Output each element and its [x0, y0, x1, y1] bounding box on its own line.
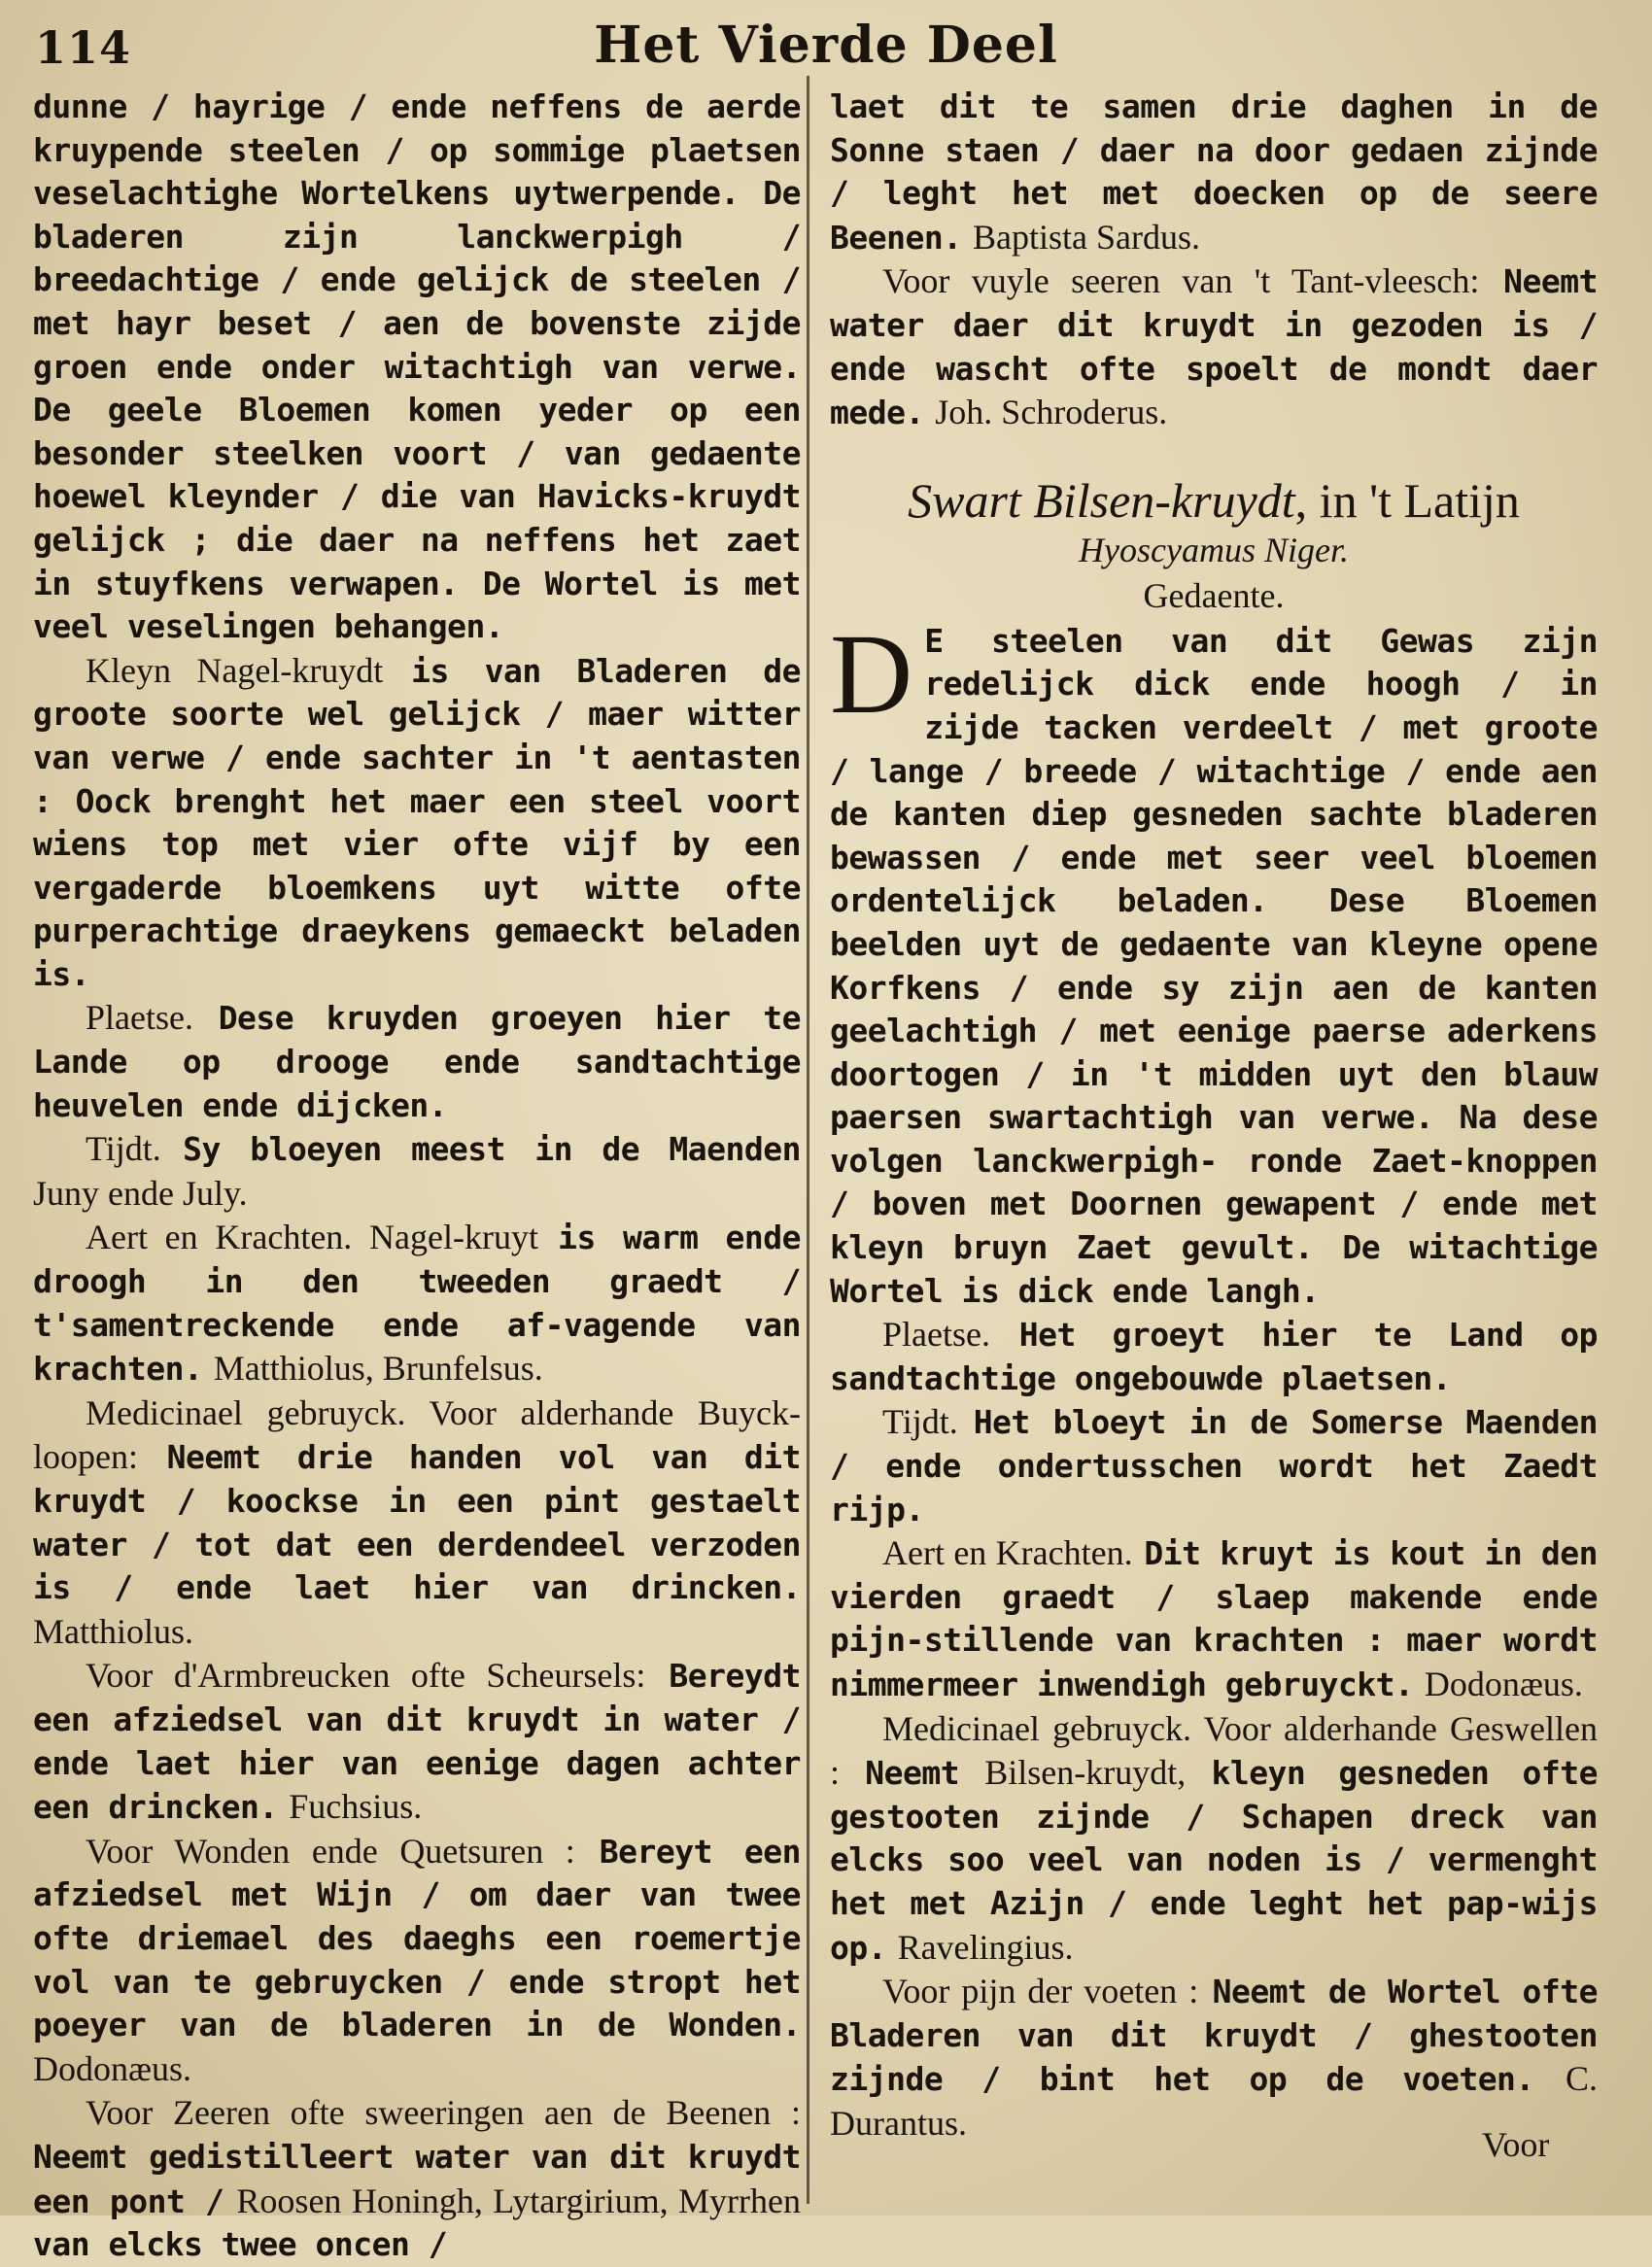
left-column	[33, 86, 801, 2267]
paragraph-text: is warm ende droogh in den tweeden graedt / t'samentreckende ende af-vagende van krachten.	[33, 1219, 801, 1389]
paragraph-text: Neemt	[865, 1754, 960, 1793]
section-label: Aert en Krachten. Nagel-kruyt	[86, 1218, 538, 1257]
paragraph-text: van elcks twee oncen /	[33, 2225, 448, 2264]
heading-rest: , in 't Latijn	[1294, 472, 1520, 528]
paragraph	[830, 1707, 1598, 1971]
section-label: Aert en Krachten.	[882, 1533, 1133, 1573]
section-label: Plaetse.	[882, 1315, 990, 1355]
section-label: Plaetse.	[86, 998, 193, 1038]
paragraph	[33, 1391, 801, 1655]
ingredient-text: Bilsen-kruydt,	[984, 1753, 1187, 1793]
paragraph-text: laet dit te samen drie daghen in de Sonne staen / daer na door gedaen zijnde / leght het met doecken op de seere Beenen.	[830, 87, 1598, 257]
paragraph	[830, 259, 1598, 434]
paragraph-text: is van Bladeren de groote soorte wel gelijck / maer witter van verwe / ende sachter in 't aentasten : Oock brenght het maer een steel voort wiens top met vier ofte vijf by een vergaderde bloemkens uyt witte ofte purperachtige draeykens gemaeckt beladen is.	[33, 651, 801, 993]
plant-heading	[830, 472, 1598, 529]
paragraph	[33, 86, 801, 649]
paragraph	[830, 86, 1598, 259]
section-label: Medicinael gebruyck. Voor alderhande Geswellen :	[830, 1708, 1598, 1793]
paragraph-text: Sy bloeyen meest in de Maenden	[183, 1130, 802, 1169]
drop-cap: D	[830, 609, 913, 738]
running-title: Het Vierde Deel	[594, 16, 1058, 75]
citation: C. Durantus.	[830, 2059, 1598, 2143]
paragraph	[33, 1654, 801, 1829]
section-label: Voor Wonden ende Quetsuren :	[86, 1831, 575, 1871]
paragraph	[830, 1400, 1598, 1531]
months-text: Juny ende July.	[33, 1173, 248, 1213]
paragraph-text: Neemt de Wortel ofte Bladeren van dit kruydt / ghestooten zijnde / bint het op de voeten.	[830, 1973, 1598, 2099]
section-label: Tijdt.	[86, 1129, 161, 1169]
section-subheading: Gedaente.	[1143, 575, 1285, 615]
citation: Fuchsius.	[289, 1787, 423, 1827]
section-label: Kleyn Nagel-kruydt	[86, 650, 384, 690]
paragraph	[33, 1127, 801, 1216]
catchword: Voor	[1482, 2125, 1550, 2164]
paragraph-text: Neemt water daer dit kruydt in gezoden is / ende wascht ofte spoelt de mondt daer mede.	[830, 262, 1598, 432]
citation: Matthiolus.	[33, 1611, 194, 1651]
column-rule	[807, 76, 809, 2204]
paragraph	[33, 1830, 801, 2092]
citation: Matthiolus, Brunfelsus.	[213, 1349, 543, 1389]
page-number: 114	[35, 21, 132, 74]
section-label: Tijdt.	[882, 1402, 958, 1442]
section-label: Voor vuyle seeren van 't Tant-vleesch:	[882, 261, 1480, 301]
paragraph	[33, 649, 801, 997]
citation: Dodonæus.	[1424, 1665, 1583, 1703]
paragraph-text: Neemt drie handen vol van dit kruydt / koockse in een pint gestaelt water / tot dat een derdendeel verzoden is / ende laet hier van drincken.	[33, 1438, 801, 1607]
paragraph-text: Neemt gedistilleert water van dit kruydt een pont /	[33, 2137, 801, 2220]
right-column	[830, 86, 1598, 2147]
section-label: Voor d'Armbreucken ofte Scheursels:	[86, 1656, 646, 1696]
paragraph-text: Dit kruyt is kout in den vierden graedt / slaep makende ende pijn-stillende van krachten : maer wordt nimmermeer inwendigh gebruyckt.	[830, 1534, 1599, 1703]
paragraph-text: Bereydt een afziedsel van dit kruydt in water / ende laet hier van eenige dagen achter een drincken.	[33, 1657, 801, 1827]
paragraph-text: E steelen van dit Gewas zijn redelijck dick ende hoogh / in zijde tacken verdeelt / met groote / lange / breede / witachtige / ende aen de kanten diep gesneden sachte bladeren bewassen / ende met seer veel bloemen ordentelijck beladen. Dese Bloemen beelden uyt de gedaente van kleyne opene Korfkens / ende sy zijn aen de kanten geelachtigh / met eenige paerse aderkens doortogen / in 't midden uyt den blauw paersen swartachtigh van verwe. Na dese volgen lanckwerpigh- ronde Zaet-knoppen / boven met Doornen gewapent / ende met kleyn bruyn Zaet gevult. De witachtige Wortel is dick ende langh.	[830, 621, 1598, 1310]
paragraph-text: kleyn gesneden ofte gestooten zijnde / Schapen dreck van elcks soo veel van noden is / vermenght het met Azijn / ende leght het pap-wijs op.	[830, 1754, 1598, 1967]
paragraph	[830, 1970, 1598, 2146]
plant-name: Swart Bilsen-kruydt	[908, 472, 1295, 528]
paragraph	[33, 1216, 801, 1391]
section-label: Medicinael gebruyck. Voor alderhande Buyck-loopen:	[33, 1392, 801, 1477]
paragraph-text: dunne / hayrige / ende neffens de aerde kruypende steelen / op sommige plaetsen veselachtighe Wortelkens uytwerpende. De bladeren zijn lanckwerpigh / breedachtige / ende gelijck de steelen / met hayr beset / aen de bovenste zijde groen ende onder witachtigh van verwe. De geele Bloemen komen yeder op een besonder steelken voort / van gedaente hoewel kleynder / die van Havicks-kruydt gelijck ; die daer na neffens het zaet in stuyfkens verwapen. De Wortel is met veel veselingen behangen.	[33, 87, 801, 646]
paragraph	[830, 1313, 1598, 1400]
paragraph	[830, 1531, 1598, 1706]
paragraph	[33, 996, 801, 1127]
section-label: Voor Zeeren ofte sweeringen aen de Beenen :	[86, 2093, 801, 2133]
paragraph-text: Bereyt een afziedsel met Wijn / om daer van twee ofte driemael des daeghs een roemertje vol van te gebruycken / ende stropt het poeyer van de bladeren in de Wonden.	[33, 1832, 802, 2044]
paragraph-text: Het groeyt hier te Land op sandtachtige ongebouwde plaetsen.	[830, 1316, 1598, 1397]
ingredient-text: Roosen Honingh, Lytargirium, Myrrhen	[236, 2181, 801, 2220]
citation: Ravelingius.	[897, 1927, 1074, 1967]
paragraph-text: Dese kruyden groeyen hier te Lande op drooge ende sandtachtige heuvelen ende dijcken.	[33, 999, 801, 1124]
paragraph	[33, 2091, 801, 2266]
citation: Baptista Sardus.	[973, 217, 1201, 257]
section-label: Voor pijn der voeten :	[882, 1972, 1199, 2011]
citation: Dodonæus.	[33, 2048, 192, 2088]
latin-name: Hyoscyamus Niger.	[1079, 530, 1349, 569]
citation: Joh. Schroderus.	[935, 393, 1168, 432]
paragraph-text: Het bloeyt in de Somerse Maenden / ende ondertusschen wordt het Zaedt rijp.	[830, 1403, 1598, 1529]
paragraph	[830, 609, 1598, 1314]
